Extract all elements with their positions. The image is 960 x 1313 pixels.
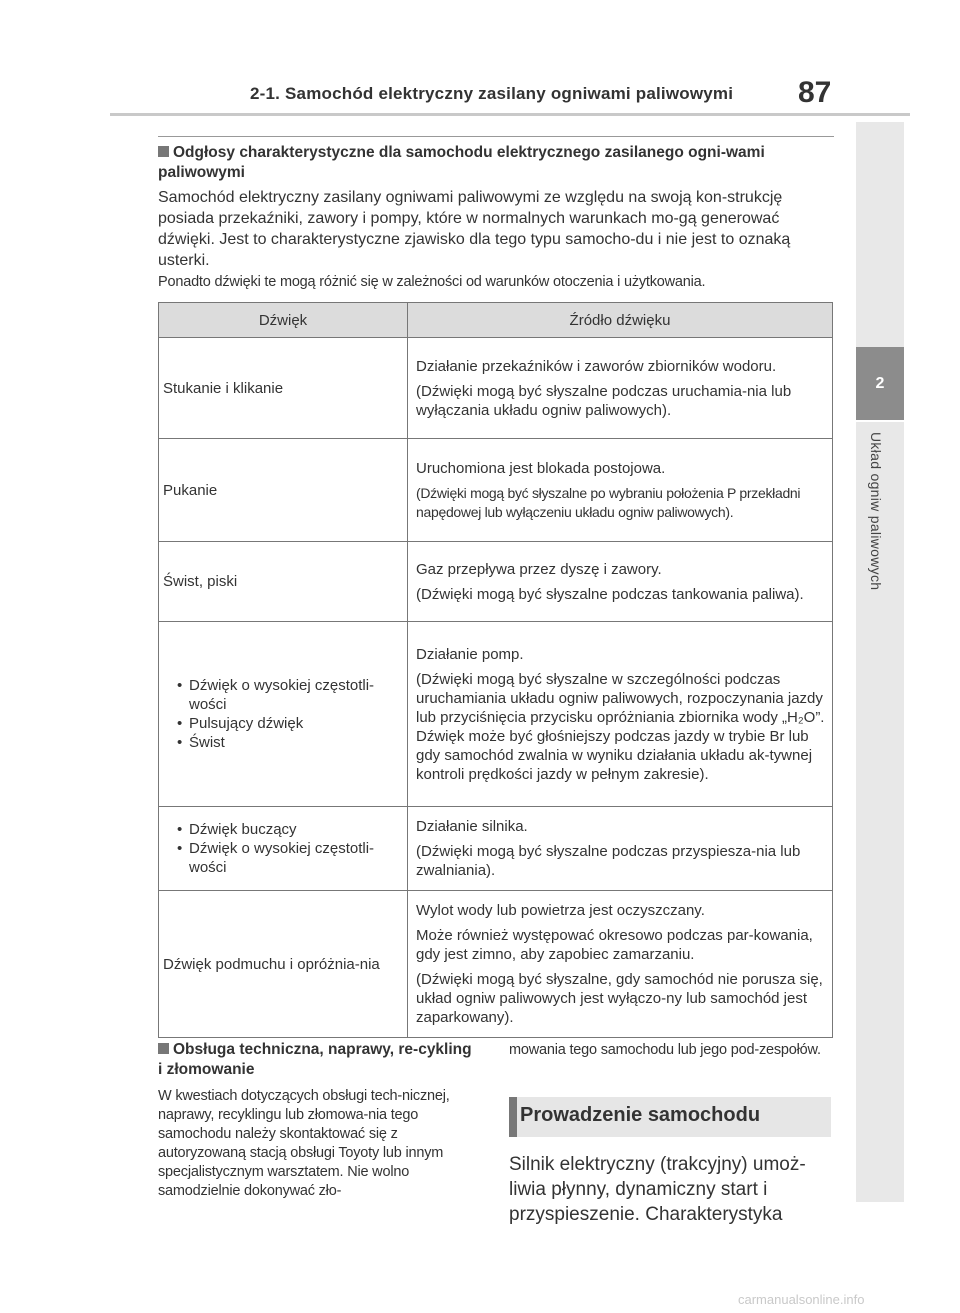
table-row <box>159 622 833 807</box>
list-item: • Pulsujący dźwięk <box>177 714 403 733</box>
list-item: • Dźwięk o wysokiej częstotli-wości <box>177 839 403 877</box>
list-item: • Dźwięk o wysokiej częstotli-wości <box>177 676 403 714</box>
sound-cell: Stukanie i klikanie <box>159 338 408 439</box>
section-divider <box>158 136 834 137</box>
column-header-sound: Dźwięk <box>159 303 408 338</box>
source-text: Działanie pomp. <box>416 645 524 663</box>
source-note: (Dźwięki mogą być słyszalne w szczególności podczas uruchamiania układu ogniw paliwowych, rozpoczynania jazdy lub przyciśnięcia przycisku opróżniania zbiornika wody „H₂O”. Dźwięk może być głośniejszy podczas jazdy w trybie Br lub gdy samochód zwalnia w wyniku działania układu ak-tywnej kontroli prędkości jazdy w pełnym zakresie). <box>416 670 825 783</box>
square-bullet-icon <box>158 146 169 157</box>
source-text: Gaz przepływa przez dyszę i zawory. <box>416 560 662 578</box>
source-text: Uruchomiona jest blokada postojowa. <box>416 459 666 477</box>
source-cell <box>408 622 833 807</box>
section-heading-service <box>158 1040 478 1080</box>
table-row <box>159 542 833 622</box>
intro-paragraph: Samochód elektryczny zasilany ogniwami paliwowymi ze względu na swoją kon-strukcję posiada przekaźniki, zawory i pompy, które w normalnych warunkach mo-gą generować dźwięki. Jest to charakterystyczne zjawisko dla tego typu samocho-du i nie jest to oznaką usterki. <box>158 189 791 269</box>
source-text: Działanie przekaźników i zaworów zbiorników wodoru. <box>416 357 777 375</box>
sound-cell <box>159 622 408 807</box>
side-tab-band-top <box>856 122 904 347</box>
table-row <box>159 891 833 1038</box>
source-text: Działanie silnika. <box>416 818 528 835</box>
sound-list <box>163 820 403 877</box>
sound-cell: Pukanie <box>159 439 408 542</box>
table-row <box>159 338 833 439</box>
source-note: (Dźwięki mogą być słyszalne podczas tankowania paliwa). <box>416 585 804 603</box>
sound-cell: Dźwięk podmuchu i opróżnia-nia <box>159 891 408 1038</box>
source-note: (Dźwięki mogą być słyszalne podczas przyspiesza-nia lub zwalniania). <box>416 843 801 879</box>
service-paragraph-continued: mowania tego samochodu lub jego pod-zespołów. <box>509 1042 821 1058</box>
source-cell <box>408 338 833 439</box>
section-heading-text: Odgłosy charakterystyczne dla samochodu elektrycznego zasilanego ogni-wami paliwowymi <box>158 144 765 181</box>
table-row <box>159 807 833 891</box>
list-item: • Świst <box>177 733 403 752</box>
source-text: Może również występować okresowo podczas par-kowania, gdy jest zimno, aby zapobiec zamarzaniu. <box>416 927 813 963</box>
source-cell <box>408 807 833 891</box>
watermark-text: carmanualsonline.info <box>738 1292 865 1307</box>
square-bullet-icon <box>158 1043 169 1054</box>
side-tab-bar <box>856 122 904 1202</box>
service-paragraph: W kwestiach dotyczących obsługi tech-nicznej, naprawy, recyklingu lub złomowa-nia tego samochodu należy skontaktować się z autoryzowaną stacją obsługi Toyoty lub innym specjalistycznym warsztatem. Nie wolno samodzielnie dokonywać zło- <box>158 1088 450 1199</box>
source-note: (Dźwięki mogą być słyszalne podczas uruchamia-nia lub wyłączania układu ogniw paliwowych). <box>416 382 792 419</box>
source-note: (Dźwięki mogą być słyszalne, gdy samochód nie porusza się, układ ogniw paliwowych jest wyłączo-ny lub samochód jest zaparkowany). <box>416 971 823 1026</box>
sounds-table <box>158 302 833 1038</box>
source-cell <box>408 891 833 1038</box>
source-cell <box>408 542 833 622</box>
sound-cell: Świst, piski <box>159 542 408 622</box>
page-header-title: 2-1. Samochód elektryczny zasilany ogniwami paliwowymi <box>250 84 734 103</box>
source-note: (Dźwięki mogą być słyszalne po wybraniu położenia P przekładni napędowej lub wyłączeniu układu ogniw paliwowych). <box>416 484 801 520</box>
column-header-source: Źródło dźwięku <box>408 303 833 338</box>
section-heading-text: Obsługa techniczna, naprawy, re-cykling i złomowanie <box>158 1041 472 1078</box>
list-item: • Dźwięk buczący <box>177 820 403 839</box>
page-number: 87 <box>798 76 832 109</box>
source-text: Wylot wody lub powietrza jest oczyszczany. <box>416 902 705 919</box>
driving-paragraph: Silnik elektryczny (trakcyjny) umoż-liwia płynny, dynamiczny start i przyspieszenie. Charakterystyka <box>509 1154 806 1225</box>
section-heading-driving: Prowadzenie samochodu <box>520 1104 761 1126</box>
sound-cell <box>159 807 408 891</box>
intro-note: Ponadto dźwięki te mogą różnić się w zależności od warunków otoczenia i użytkowania. <box>158 274 706 290</box>
chapter-tab[interactable]: 2 <box>856 347 904 420</box>
header-divider <box>110 113 910 116</box>
table-header-row <box>159 303 833 338</box>
table-row <box>159 439 833 542</box>
chapter-tab-label: Układ ogniw paliwowych <box>868 432 884 591</box>
sound-list <box>163 676 403 752</box>
source-cell <box>408 439 833 542</box>
section-heading-sounds <box>158 143 834 183</box>
